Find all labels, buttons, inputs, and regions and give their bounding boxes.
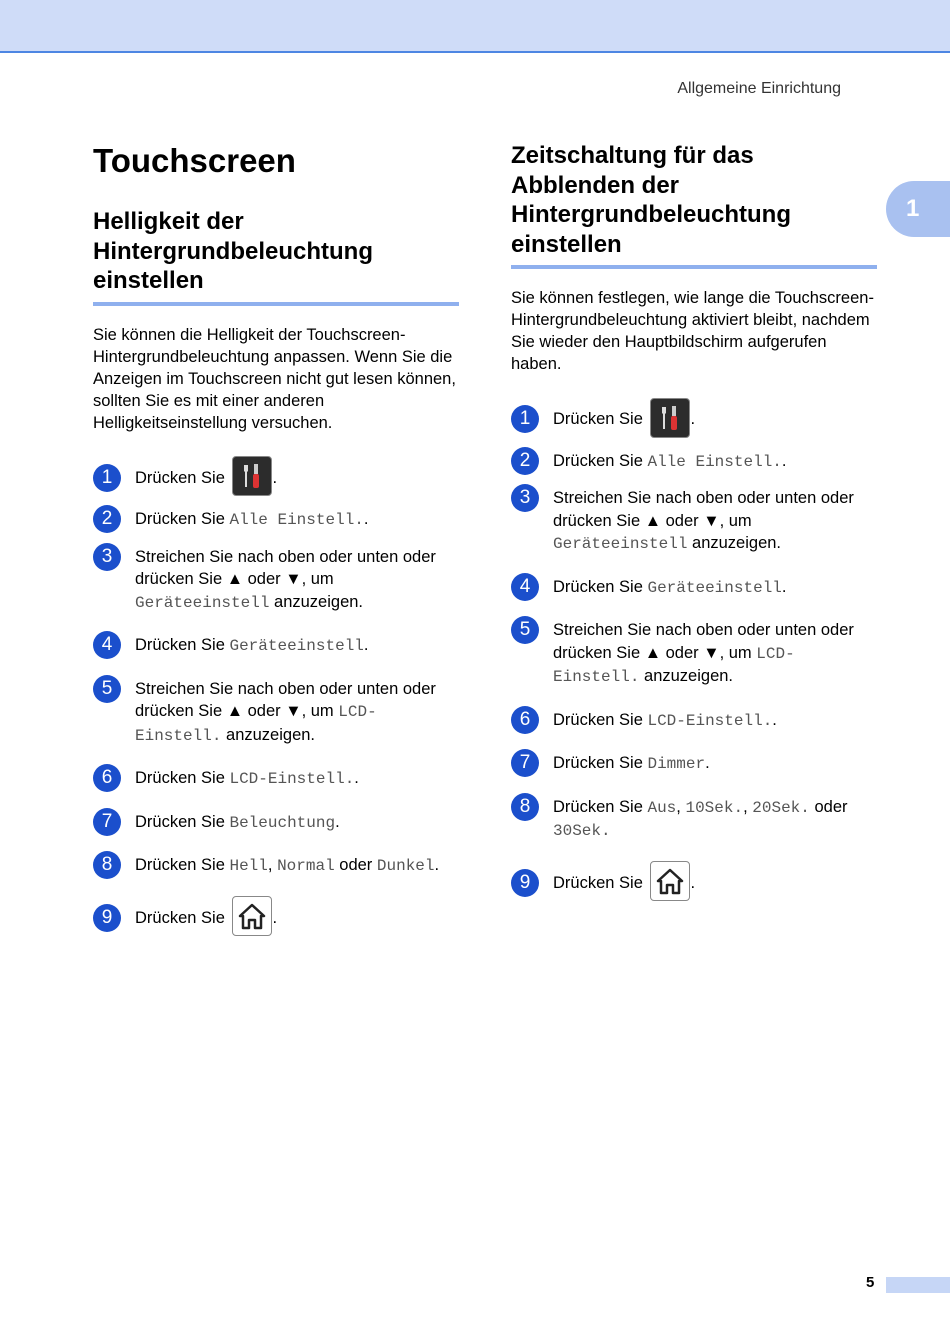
step-number: 8 [93, 851, 121, 879]
step-8: 8 Drücken Sie Aus, 10Sek., 20Sek. oder 30Sek. [511, 796, 877, 843]
step-5: 5 Streichen Sie nach oben oder unten oder drücken Sie ▲ oder ▼, um LCD-Einstell. anzuzeigen. [511, 619, 877, 689]
step-6: 6 Drücken Sie LCD-Einstell.. [511, 709, 877, 733]
step-number: 9 [93, 904, 121, 932]
step-3: 3 Streichen Sie nach oben oder unten oder drücken Sie ▲ oder ▼, um Geräteeinstell anzuzeigen. [93, 546, 459, 615]
running-header: Allgemeine Einrichtung [677, 80, 841, 97]
step-4: 4 Drücken Sie Geräteeinstell. [511, 576, 877, 600]
settings-tools-icon[interactable] [650, 398, 690, 438]
step-number: 3 [93, 543, 121, 571]
intro-paragraph: Sie können festlegen, wie lange die Touchscreen-Hintergrundbeleuchtung aktiviert bleibt, nachdem Sie wieder den Hauptbildschirm aufgerufen haben. [511, 289, 874, 373]
step-number: 9 [511, 869, 539, 897]
step-9: 9 Drücken Sie . [93, 898, 459, 939]
right-column [511, 141, 877, 913]
step-number: 2 [511, 447, 539, 475]
step-number: 4 [511, 573, 539, 601]
left-column [93, 141, 459, 948]
step-number: 1 [93, 464, 121, 492]
step-4: 4 Drücken Sie Geräteeinstell. [93, 634, 459, 658]
page-number: 5 [866, 1274, 875, 1291]
step-number: 8 [511, 793, 539, 821]
step-5: 5 Streichen Sie nach oben oder unten oder drücken Sie ▲ oder ▼, um LCD-Einstell. anzuzeigen. [93, 678, 459, 748]
section-heading-brightness: Helligkeit der Hintergrundbeleuchtung einstellen [93, 207, 459, 306]
step-1: 1 Drücken Sie . [511, 399, 877, 440]
step-number: 4 [93, 631, 121, 659]
step-number: 2 [93, 505, 121, 533]
step-2: 2 Drücken Sie Alle Einstell.. [93, 508, 459, 532]
section-heading-dimmer: Zeitschaltung für das Abblenden der Hintergrundbeleuchtung einstellen [511, 141, 877, 269]
step-number: 7 [511, 749, 539, 777]
page-title: Touchscreen [93, 142, 296, 179]
step-number: 3 [511, 484, 539, 512]
home-icon[interactable] [232, 896, 272, 936]
step-number: 1 [511, 405, 539, 433]
step-number: 5 [511, 616, 539, 644]
step-number: 7 [93, 808, 121, 836]
chapter-tab: 1 [886, 181, 950, 237]
step-8: 8 Drücken Sie Hell, Normal oder Dunkel. [93, 854, 459, 878]
step-7: 7 Drücken Sie Beleuchtung. [93, 811, 459, 835]
footer-bar [886, 1277, 950, 1293]
step-number: 6 [93, 764, 121, 792]
step-list-dimmer [511, 399, 877, 903]
step-1: 1 Drücken Sie . [93, 458, 459, 499]
step-6: 6 Drücken Sie LCD-Einstell.. [93, 767, 459, 791]
settings-tools-icon[interactable] [232, 456, 272, 496]
step-9: 9 Drücken Sie . [511, 863, 877, 904]
step-number: 6 [511, 706, 539, 734]
intro-paragraph: Sie können die Helligkeit der Touchscreen-Hintergrundbeleuchtung anpassen. Wenn Sie die Anzeigen im Touchscreen nicht gut lesen können, sollten Sie es mit einer anderen Helligkeitseinstellung versuchen. [93, 325, 456, 432]
step-number: 5 [93, 675, 121, 703]
step-list-brightness [93, 458, 459, 939]
top-banner [0, 0, 950, 53]
home-icon[interactable] [650, 861, 690, 901]
step-3: 3 Streichen Sie nach oben oder unten oder drücken Sie ▲ oder ▼, um Geräteeinstell anzuzeigen. [511, 487, 877, 556]
step-2: 2 Drücken Sie Alle Einstell.. [511, 450, 877, 474]
step-7: 7 Drücken Sie Dimmer. [511, 752, 877, 776]
